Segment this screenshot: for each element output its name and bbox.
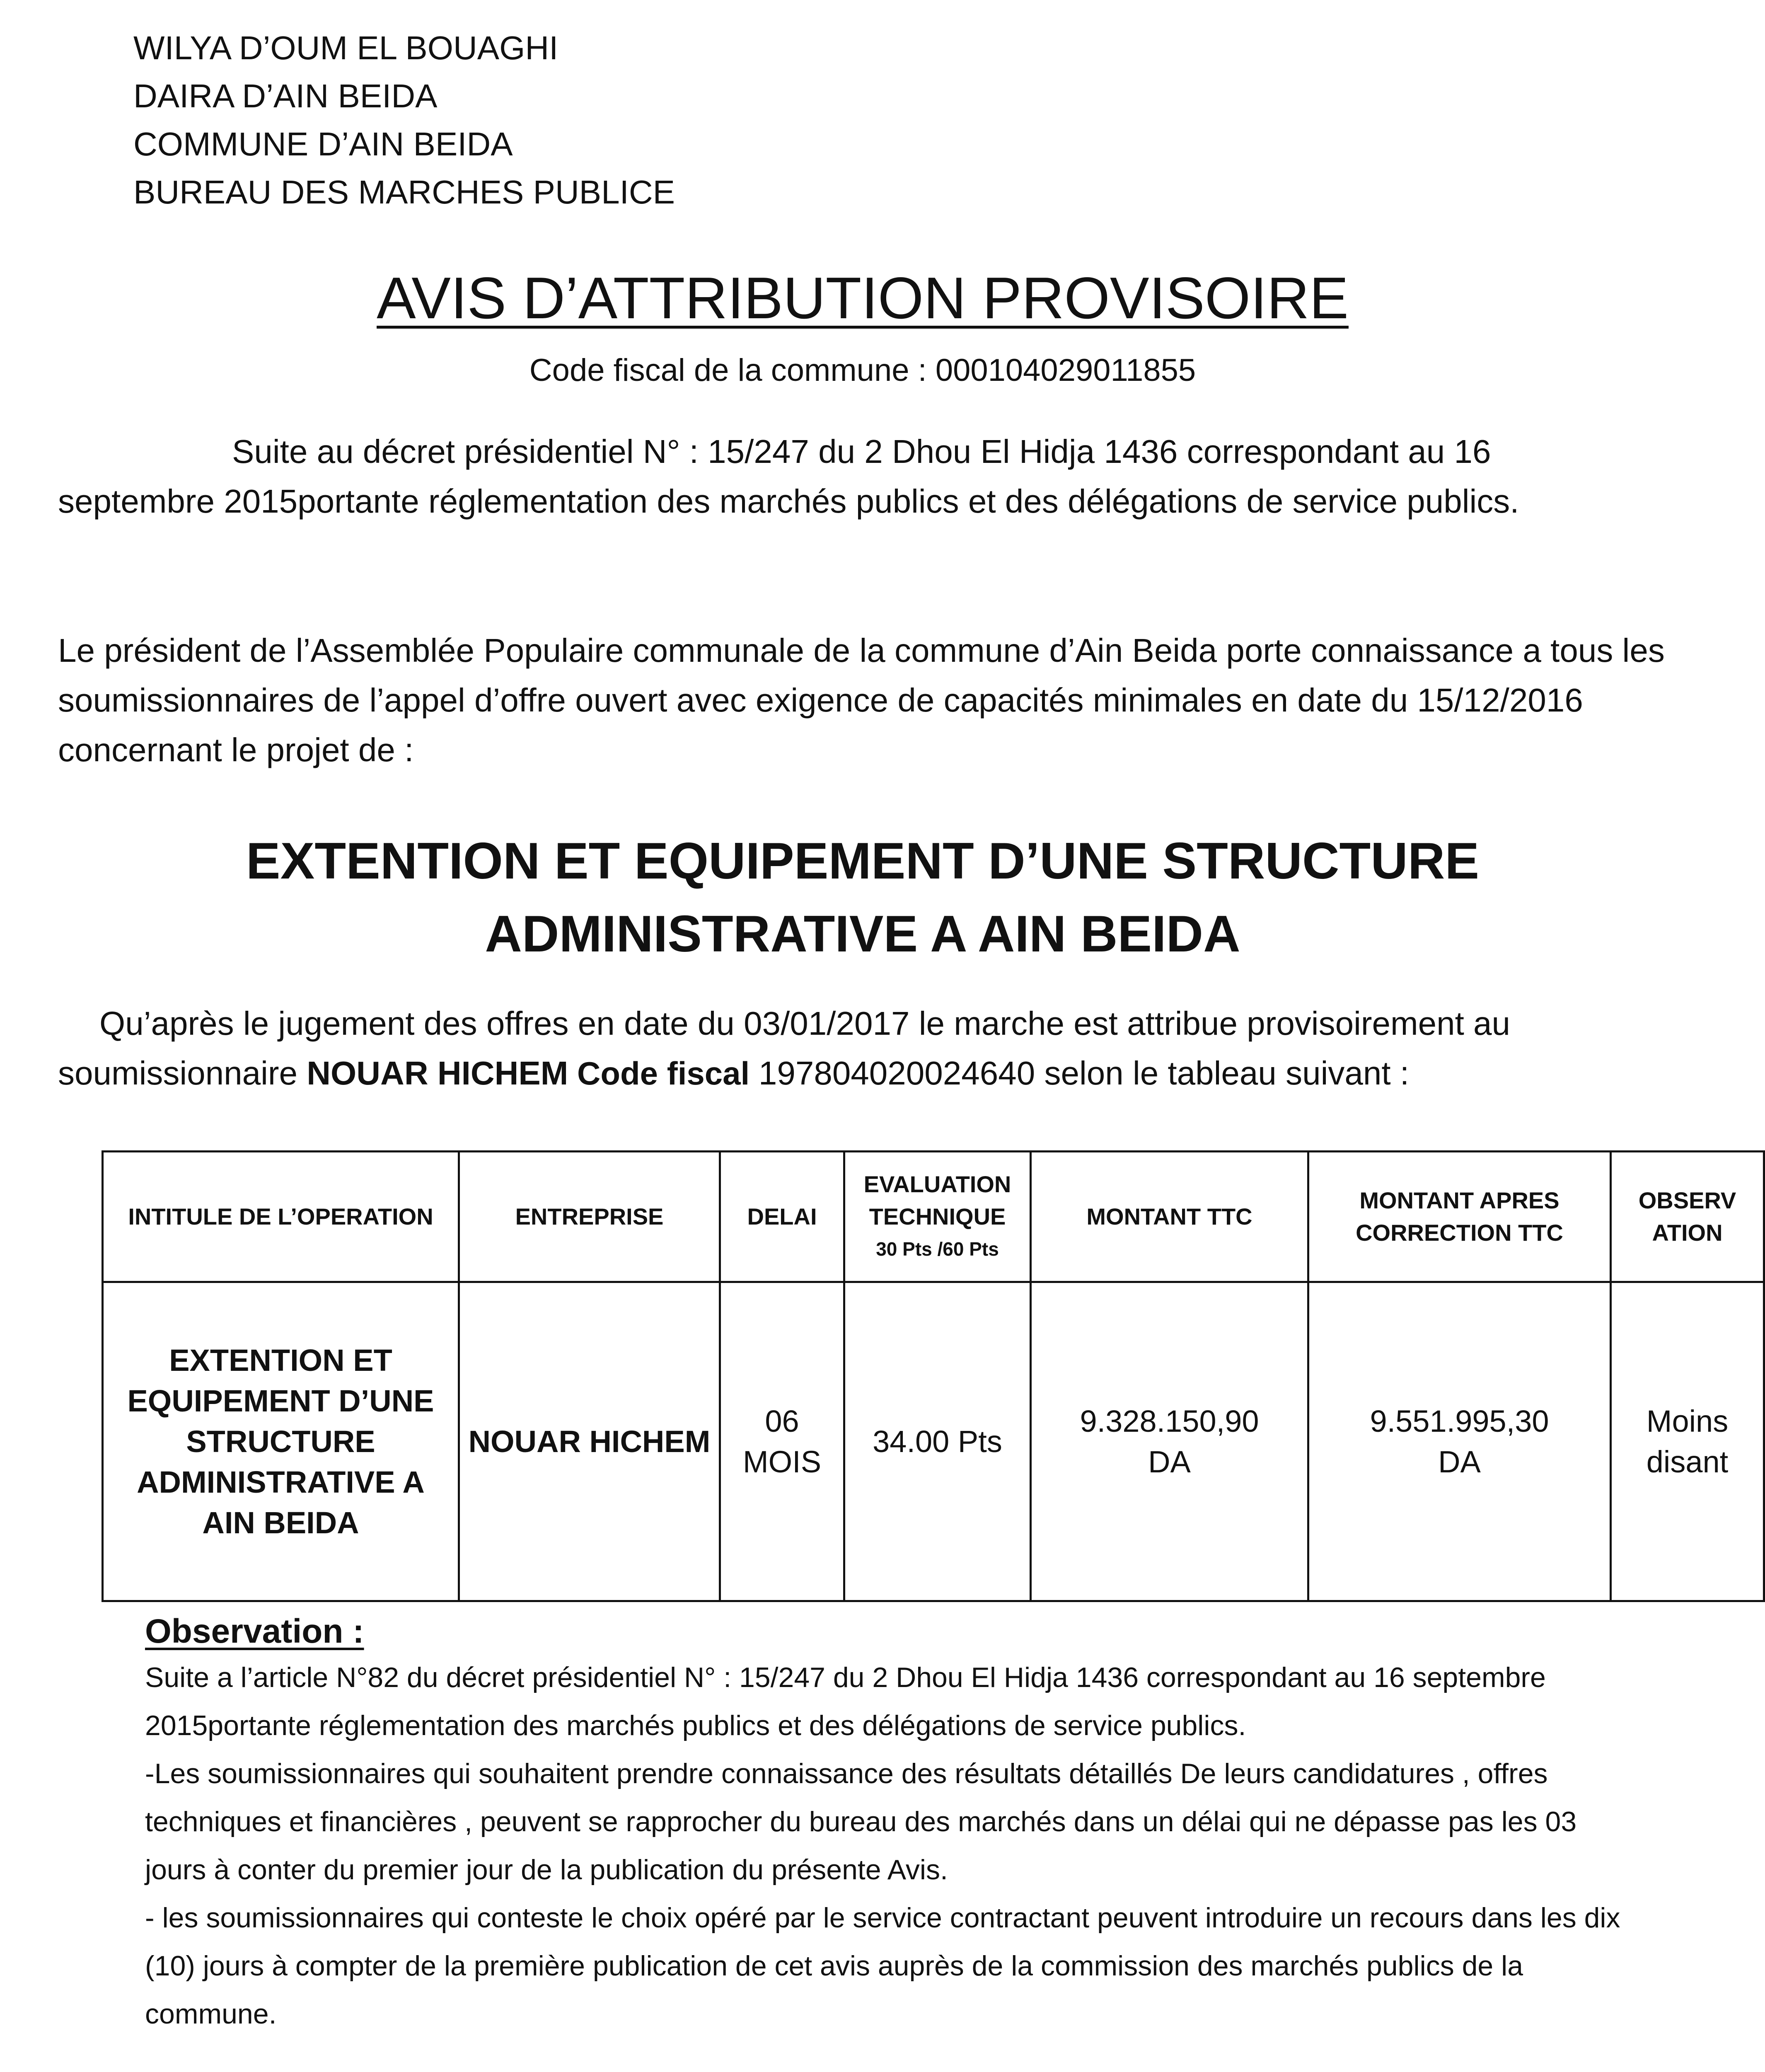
cell-montant — [1031, 1282, 1308, 1601]
observation-title: Observation : — [145, 1612, 364, 1650]
award-text-prefix: Qu’après le jugement des offres en date du 03/01/2017 le marche est attribue provisoirement au soumissionnaire — [58, 1005, 1511, 1092]
administrative-header — [133, 24, 675, 216]
observation-article: Suite a l’article N°82 du décret présidentiel N° : 15/247 du 2 Dhou El Hidja 1436 correspondant au 16 septembre 2015portante réglementation des marchés publics et des délégations de service publics. — [145, 1662, 1546, 1741]
montant-apres-value: 9.551.995,30 — [1370, 1404, 1549, 1438]
observation-appeal: - les soumissionnaires qui conteste le choix opéré par le service contractant peuvent introduire un recours dans les dix (10) jours à compter de la première publication de cet avis auprès de la commission des marchés publics de la commune. — [145, 1902, 1620, 2030]
cell-delai: 06 MOIS — [720, 1282, 844, 1601]
cell-montant-apres — [1308, 1282, 1611, 1601]
header-evaluation — [844, 1152, 1031, 1282]
award-text-suffix: selon le tableau suivant : — [1035, 1055, 1410, 1092]
header-operation: INTITULE DE L’OPERATION — [103, 1152, 459, 1282]
montant-value: 9.328.150,90 — [1080, 1404, 1259, 1438]
table-row — [103, 1282, 1764, 1601]
commune-fiscal-code: Code fiscal de la commune : 000104029011855 — [529, 353, 1196, 388]
project-title — [0, 825, 1725, 971]
announcement-paragraph: Le président de l’Assemblée Populaire communale de la commune d’Ain Beida porte connaissance a tous les soumissionnaires de l’appel d’offre ouvert avec exigence de capacités minimales en date du 15/12/2016 concernant le projet de : — [58, 632, 1665, 768]
montant-apres-currency: DA — [1438, 1444, 1481, 1479]
bidder-code-label: Code fiscal — [568, 1055, 759, 1092]
table-header-row — [103, 1152, 1764, 1282]
header-observation: OBSERV ATION — [1611, 1152, 1764, 1282]
header-delai: DELAI — [720, 1152, 844, 1282]
cell-entreprise: NOUAR HICHEM — [459, 1282, 720, 1601]
cell-operation: EXTENTION ET EQUIPEMENT D’UNE STRUCTURE ADMINISTRATIVE A AIN BEIDA — [103, 1282, 459, 1601]
header-bureau: BUREAU DES MARCHES PUBLICE — [133, 174, 675, 211]
award-table — [102, 1150, 1765, 1602]
decree-paragraph: Suite au décret présidentiel N° : 15/247 du 2 Dhou El Hidja 1436 correspondant au 16 septembre 2015portante réglementation des marchés publics et des délégations de service publics. — [58, 433, 1519, 520]
cell-observation: Moins disant — [1611, 1282, 1764, 1601]
notice-title — [0, 265, 1725, 332]
header-evaluation-label: EVALUATION TECHNIQUE — [863, 1171, 1011, 1230]
header-montant-apres: MONTANT APRES CORRECTION TTC — [1308, 1152, 1611, 1282]
header-evaluation-scale: 30 Pts /60 Pts — [876, 1238, 999, 1260]
cell-evaluation: 34.00 Pts — [844, 1282, 1031, 1601]
bidder-fiscal-code: 197804020024640 — [758, 1055, 1035, 1092]
header-wilaya: WILYA D’OUM EL BOUAGHI — [133, 29, 559, 66]
header-entreprise: ENTREPRISE — [459, 1152, 720, 1282]
project-title-line2: ADMINISTRATIVE A AIN BEIDA — [485, 905, 1240, 963]
header-montant: MONTANT TTC — [1031, 1152, 1308, 1282]
observation-results-access: -Les soumissionnaires qui souhaitent prendre connaissance des résultats détaillés De leurs candidatures , offres techniques et financières , peuvent se rapprocher du bureau des marchés dans un délai qui ne dépasse pas les 03 jours à conter du premier jour de la publication du présente Avis. — [145, 1758, 1577, 1886]
project-title-line1: EXTENTION ET EQUIPEMENT D’UNE STRUCTURE — [246, 833, 1480, 890]
observation-text — [145, 1653, 1637, 2038]
notice-title-text: AVIS D’ATTRIBUTION PROVISOIRE — [377, 265, 1349, 331]
awarded-bidder: NOUAR HICHEM — [307, 1055, 568, 1092]
header-commune: COMMUNE D’AIN BEIDA — [133, 126, 513, 162]
award-paragraph — [58, 999, 1674, 1098]
header-daira: DAIRA D’AIN BEIDA — [133, 77, 438, 114]
montant-currency: DA — [1148, 1444, 1191, 1479]
